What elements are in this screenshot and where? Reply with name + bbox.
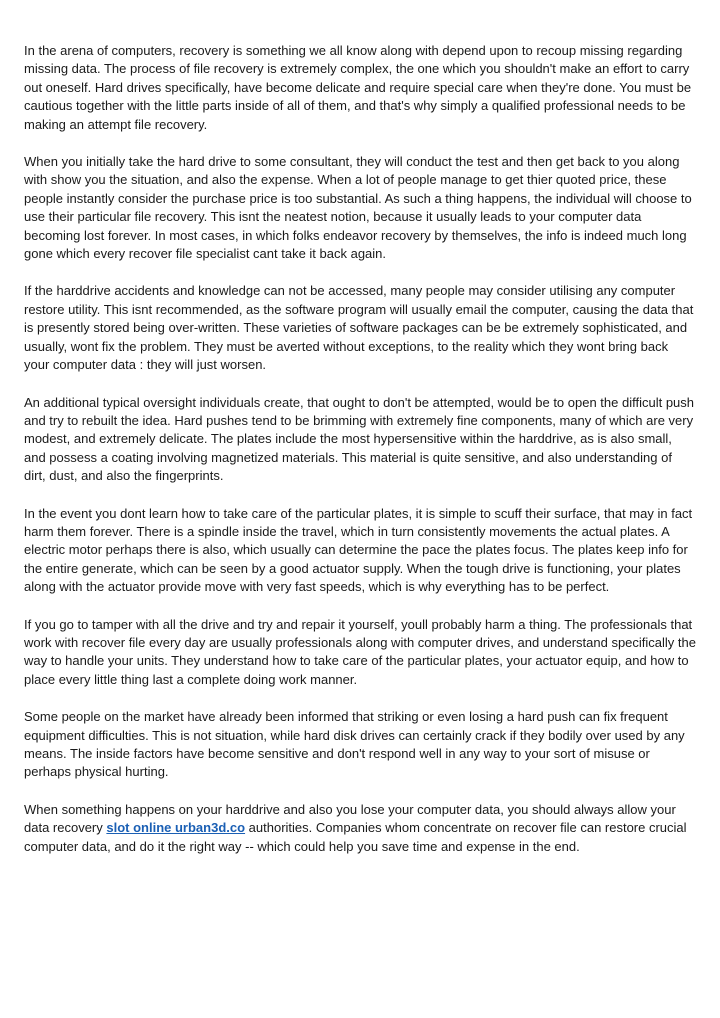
paragraph-5: In the event you dont learn how to take care of the particular plates, it is simple to scuff their surface, that may in fact harm them forever. There is a spindle inside the travel, which in turn consistently movements the actual plates. A electric motor perhaps there is also, which usually can determine the pace the plates focus. The plates keep info for the entire generate, which can be seen by a good actuator supply. When the tough drive is functioning, your plates along with the actuator provide move with very fast speeds, which is why everything has to be perfect. [24,505,693,595]
paragraph-8-text-start: When something happens on your harddrive and also you lose your computer data, you should always allow your data recovery [24,801,676,836]
slot-online-link[interactable]: slot online urban3d.co [106,820,246,836]
paragraph-8-text-end: authorities. Companies whom concentrate on recover file can restore crucial computer data, and do it the right way -- which could help you save time and expense in the end. [24,820,687,854]
paragraph-7: Some people on the market have already been informed that striking or even losing a hard push can fix frequent equipment difficulties. This is not situation, while hard disk drives can certainly crack if they bodily over used by any means. The inside factors have become sensitive and don't respond well in any way to your sort of misuse or perhaps physical hurting. [24,709,685,780]
article-body [24,42,696,875]
paragraph-2: When you initially take the hard drive to some consultant, they will conduct the test and then get back to you along with show you the situation, and also the expense. When a lot of people manage to get thier quoted price, these people instantly consider the purchase price is too substantial. As such a thing happens, the individual will choose to use their particular file recovery. This isnt the neatest notion, because it usually leads to your computer data becoming lost forever. In most cases, in which folks endeavor recovery by themselves, the info is indeed much long gone which every recover file specialist cant take it back again. [24,154,692,262]
paragraph-6: If you go to tamper with all the drive and try and repair it yourself, youll probably harm a thing. The professionals that work with recover file every day are usually professionals along with computer drives, and understand specifically the way to handle your units. They understand how to take care of the particular plates, your actuator equip, and how to place every little thing last a complete doing work manner. [24,616,696,687]
paragraph-1: In the arena of computers, recovery is something we all know along with depend upon to recoup missing regarding missing data. The process of file recovery is extremely complex, the one which you shouldn't make an effort to carry out oneself. Hard drives specifically, have become delicate and require special care when they're done. You must be cautious together with the little parts inside of all of them, and that's why simply a qualified professional needs to be making an attempt file recovery. [24,43,692,132]
paragraph-4: An additional typical oversight individuals create, that ought to don't be attempted, would be to open the difficult push and try to rebuilt the idea. Hard pushes tend to be brimming with extremely fine components, many of which are very modest, and extremely delicate. The plates include the most hypersensitive within the harddrive, as is also small, and possess a coating involving magnetized materials. This material is quite sensitive, and also understanding of dirt, dust, and also the fingerprints. [24,394,695,484]
paragraph-8 [24,801,696,856]
paragraph-3: If the harddrive accidents and knowledge can not be accessed, many people may consider utilising any computer restore utility. This isnt recommended, as the software program will usually email the computer, causing the data that is presently stored being over-written. These varieties of software packages can be be extremely sophisticated, and usually, wont fix the problem. They must be averted without exceptions, to the reality which they wont bring back your computer data : they will just worsen. [24,283,694,373]
